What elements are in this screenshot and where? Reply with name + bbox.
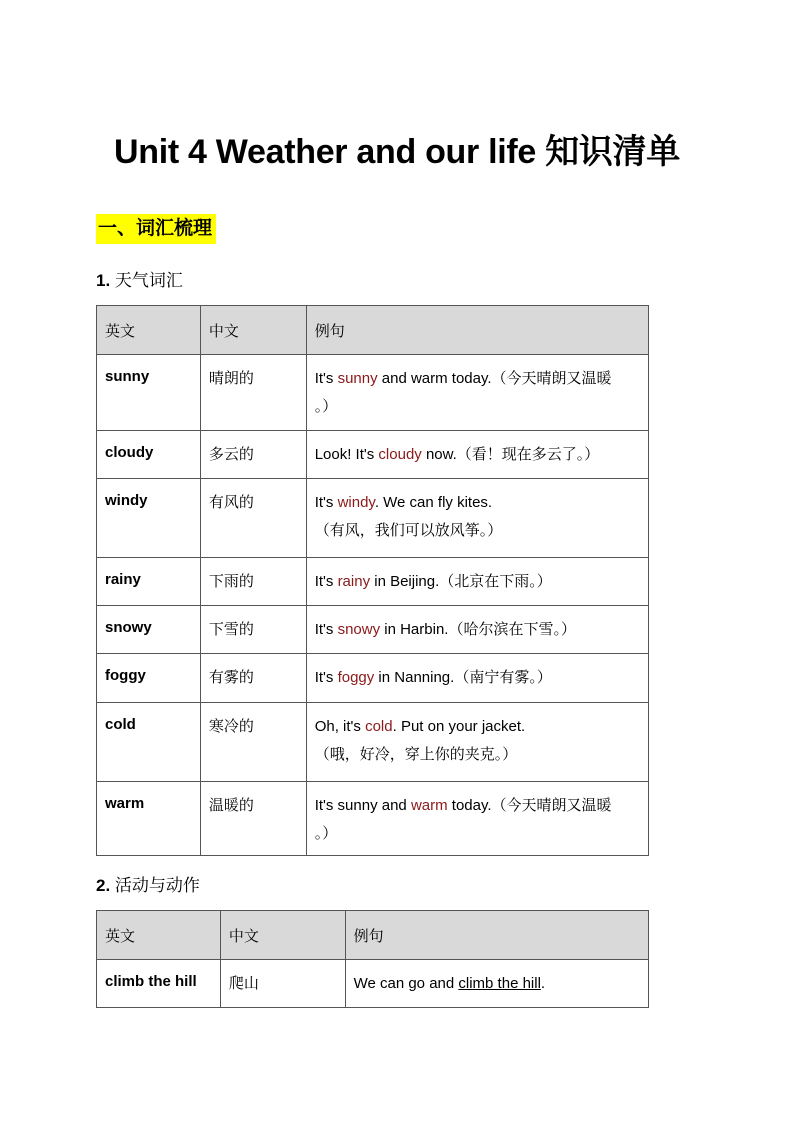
- word-chinese: 有雾的: [200, 654, 306, 703]
- example-text: We can go and: [353, 975, 459, 992]
- example-sentence: [306, 431, 648, 479]
- subheading-text: 活动与动作: [114, 876, 200, 895]
- column-header-english: 英文: [97, 306, 201, 355]
- example-text: （哦，好冷，穿上你的夹克。）: [314, 746, 518, 763]
- example-text: today.（今天晴朗又温暖: [447, 797, 612, 814]
- word-english: warm: [97, 782, 201, 856]
- table-row: [97, 558, 649, 606]
- subheading-number: 2.: [96, 876, 111, 895]
- example-sentence: [306, 479, 648, 558]
- example-text: now.（看！现在多云了。）: [421, 446, 600, 463]
- example-text: It's: [314, 621, 338, 638]
- table-header-row: [97, 911, 649, 960]
- subheading-activities: [96, 871, 200, 896]
- keyword: foggy: [337, 669, 375, 686]
- example-sentence: [306, 355, 648, 431]
- word-chinese: 温暖的: [200, 782, 306, 856]
- example-text: . We can fly kites.: [374, 494, 493, 511]
- keyword: cold: [365, 718, 393, 735]
- table-row: [97, 960, 649, 1008]
- example-sentence: [306, 782, 648, 856]
- example-text: （有风，我们可以放风筝。）: [314, 522, 503, 539]
- word-english: foggy: [97, 654, 201, 703]
- keyword: windy: [337, 494, 375, 511]
- column-header-english: 英文: [97, 911, 221, 960]
- example-text: 。）: [314, 398, 338, 415]
- example-text: in Beijing.（北京在下雨。）: [370, 573, 552, 590]
- example-text: .: [540, 975, 546, 992]
- column-header-chinese: 中文: [200, 306, 306, 355]
- word-chinese: 下雨的: [200, 558, 306, 606]
- example-text: It's: [314, 573, 338, 590]
- word-english: windy: [97, 479, 201, 558]
- table-row: [97, 606, 649, 654]
- column-header-example: 例句: [345, 911, 648, 960]
- keyword: rainy: [337, 573, 371, 590]
- keyword: snowy: [337, 621, 381, 638]
- example-sentence: [306, 654, 648, 703]
- example-text: Oh, it's: [314, 718, 366, 735]
- table-row: [97, 355, 649, 431]
- example-sentence: [345, 960, 648, 1008]
- subheading-text: 天气词汇: [114, 271, 183, 290]
- example-text: in Harbin.（哈尔滨在下雪。）: [380, 621, 576, 638]
- table-row: [97, 782, 649, 856]
- example-text: . Put on your jacket.: [392, 718, 526, 735]
- example-sentence: [306, 558, 648, 606]
- table-header-row: [97, 306, 649, 355]
- word-chinese: 有风的: [200, 479, 306, 558]
- word-chinese: 爬山: [220, 960, 345, 1008]
- example-sentence: [306, 703, 648, 782]
- word-english: cold: [97, 703, 201, 782]
- activities-table: [96, 910, 649, 1008]
- keyword: warm: [410, 797, 448, 814]
- weather-words-table: [96, 305, 649, 856]
- word-english: climb the hill: [97, 960, 221, 1008]
- word-chinese: 多云的: [200, 431, 306, 479]
- table-row: [97, 654, 649, 703]
- column-header-example: 例句: [306, 306, 648, 355]
- word-chinese: 寒冷的: [200, 703, 306, 782]
- section-heading-vocabulary: 一、词汇梳理: [96, 214, 216, 244]
- example-text: It's: [314, 494, 338, 511]
- table-row: [97, 703, 649, 782]
- example-text: It's: [314, 370, 338, 387]
- table-row: [97, 431, 649, 479]
- subheading-weather-words: [96, 266, 183, 291]
- word-chinese: 晴朗的: [200, 355, 306, 431]
- example-text: 。）: [314, 825, 338, 842]
- table-row: [97, 479, 649, 558]
- word-chinese: 下雪的: [200, 606, 306, 654]
- word-english: snowy: [97, 606, 201, 654]
- word-english: sunny: [97, 355, 201, 431]
- keyword: sunny: [337, 370, 378, 387]
- example-text: It's sunny and: [314, 797, 411, 814]
- example-text: Look! It's: [314, 446, 379, 463]
- word-english: rainy: [97, 558, 201, 606]
- column-header-chinese: 中文: [220, 911, 345, 960]
- subheading-number: 1.: [96, 271, 111, 290]
- word-english: cloudy: [97, 431, 201, 479]
- example-text: in Nanning.（南宁有雾。）: [374, 669, 552, 686]
- keyword: climb the hill: [458, 975, 541, 992]
- page-title: Unit 4 Weather and our life 知识清单: [114, 133, 680, 171]
- example-text: and warm today.（今天晴朗又温暖: [377, 370, 612, 387]
- example-text: It's: [314, 669, 338, 686]
- keyword: cloudy: [378, 446, 422, 463]
- example-sentence: [306, 606, 648, 654]
